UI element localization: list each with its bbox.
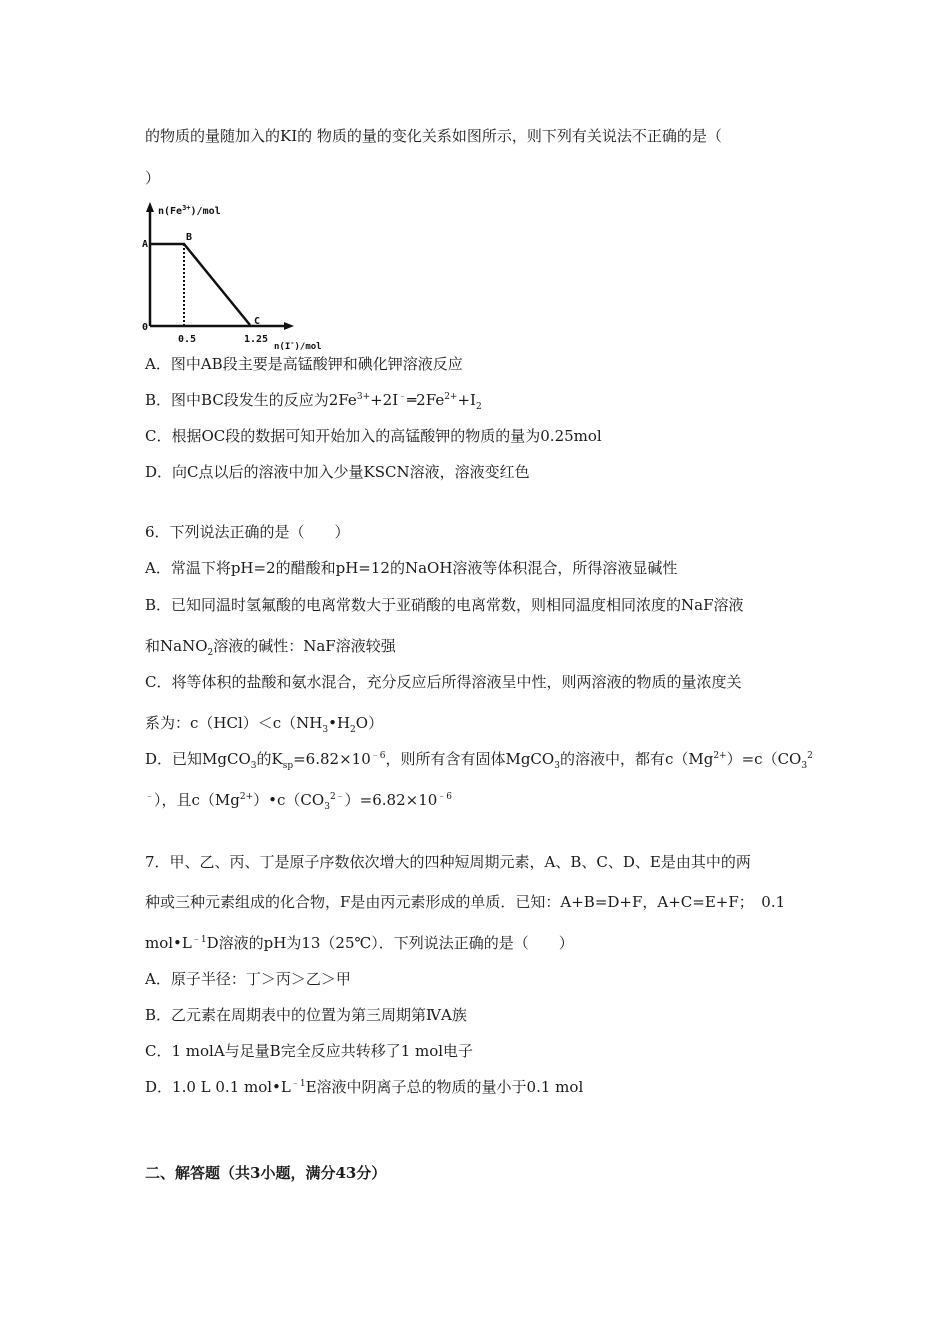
point-a-label: A	[142, 239, 149, 250]
question-7-option-c: C．1 molA与足量B完全反应共转移了1 mol电子	[145, 1042, 474, 1060]
point-c-label: C	[254, 316, 261, 327]
question-5-option-c: C．根据OC段的数据可知开始加入的高锰酸钾的物质的量为0.25mol	[145, 427, 602, 445]
question-6-option-b-line2: 和NaNO$_2$溶液的碱性：NaF溶液较强	[145, 637, 396, 658]
question-7-stem-line1: 7．甲、乙、丙、丁是原子序数依次增大的四种短周期元素，A、B、C、D、E是由其中的两	[145, 853, 751, 871]
curve-abc	[150, 244, 250, 325]
tick-label-1-25: 1.25	[244, 334, 269, 345]
x-axis-label: n(I-)/mol	[274, 339, 322, 352]
tick-label-0-5: 0.5	[178, 334, 197, 345]
question-5-option-d: D．向C点以后的溶液中加入少量KSCN溶液，溶液变红色	[145, 463, 530, 481]
question-7-option-d: D．1.0 L 0.1 $mol•L^{﹣1}E$溶液中阴离子总的物质的量小于0.1 mol	[145, 1078, 584, 1096]
question-6-option-d-line1: D．已知MgCO$_3$的$K_{sp}=6.82\times 10^{﹣6}$，则所有含有固体MgCO$_3$的溶液中，都有$c(Mg^{2+})=c(CO_3^2$	[145, 750, 813, 771]
question-5-intro-line2: ）	[145, 169, 161, 187]
question-6-option-b-line1: B．已知同温时氢氟酸的电离常数大于亚硝酸的电离常数，则相同温度相同浓度的NaF溶液	[145, 596, 744, 614]
question-6-stem: 6．下列说法正确的是（ ）	[145, 523, 350, 541]
question-6-option-d-line2: ﹣），且$c(Mg^{2+})•c(CO_3^{2﹣})=6.82\times 10^{﹣6}$	[145, 791, 453, 812]
section-2-heading: 二、解答题（共3小题，满分43分）	[145, 1164, 387, 1182]
question-5-intro-line1: 的物质的量随加入的KI的 物质的量的变化关系如图所示，则下列有关说法不正确的是（	[145, 127, 722, 145]
question-5-option-b: B．图中BC段发生的反应为$2Fe^{3+}+2I^﹣═2Fe^{2+}+I_2$	[145, 391, 482, 412]
x-axis-arrow	[284, 322, 294, 330]
origin-label: 0	[142, 322, 149, 333]
question-7-stem-line3: $mol•L^{﹣1}D$溶液的pH为13（25℃）．下列说法正确的是（ ）	[145, 934, 574, 952]
point-b-label: B	[186, 232, 193, 243]
question-5-option-a: A．图中AB段主要是高锰酸钾和碘化钾溶液反应	[145, 355, 463, 373]
question-6-option-c-line2: 系为：$c(HCl)<c(NH_3•H_2O)$	[145, 714, 384, 735]
fe-vs-iodide-graph	[140, 196, 330, 352]
question-7-stem-line2: 种或三种元素组成的化合物，F是由丙元素形成的单质．已知：A+B=D+F，A+C=E+F； 0.1	[145, 893, 786, 911]
question-7-option-b: B．乙元素在周期表中的位置为第三周期第ⅣA族	[145, 1006, 467, 1024]
question-7-option-a: A．原子半径：丁＞丙＞乙＞甲	[145, 970, 351, 988]
question-6-option-a: A．常温下将pH=2的醋酸和pH=12的NaOH溶液等体积混合，所得溶液显碱性	[145, 559, 678, 577]
question-6-option-c-line1: C．将等体积的盐酸和氨水混合，充分反应后所得溶液呈中性，则两溶液的物质的量浓度关	[145, 673, 742, 691]
y-axis-arrow	[146, 202, 154, 212]
y-axis-label: $n(Fe^{3+})$/mol	[158, 204, 221, 217]
